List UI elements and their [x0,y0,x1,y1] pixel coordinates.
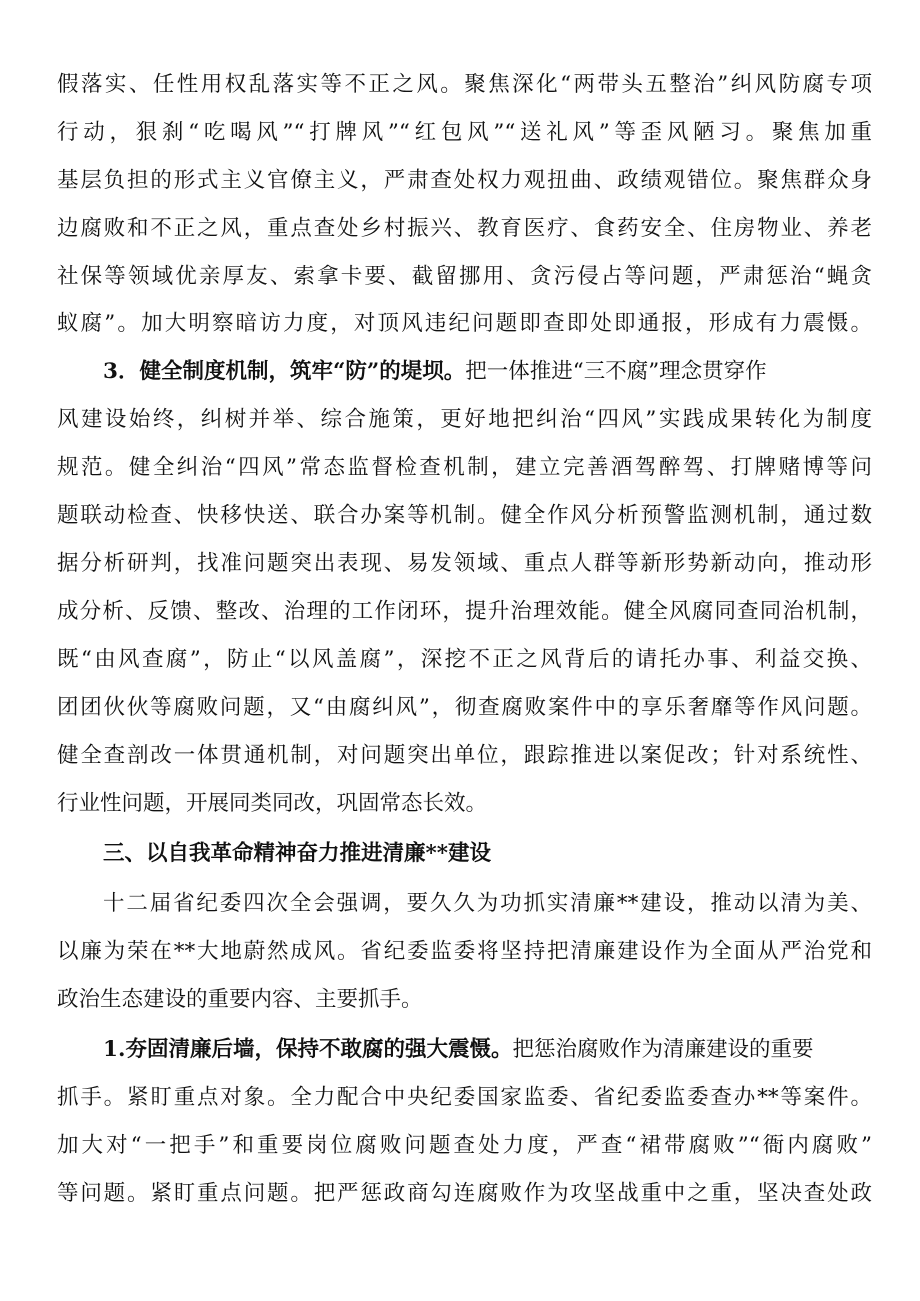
body-text-line: 假落实、任性用权乱落实等不正之风。聚焦深化“两带头五整治”纠风防腐专项 [57,72,872,97]
body-text-line: 既“由风查腐”，防止“以风盖腐”，深挖不正之风背后的请托办事、利益交换、 [57,647,872,672]
body-text-line: 社保等领域优亲厚友、索拿卡要、截留挪用、贪污侵占等问题，严肃惩治“蝇贪 [57,264,872,289]
paragraph-heading: 3．健全制度机制，筑牢“防”的堤坝。 [103,359,466,384]
body-text-line: 边腐败和不正之风，重点查处乡村振兴、教育医疗、食药安全、住房物业、养老 [57,216,872,241]
section-heading: 三、以自我革命精神奋力推进清廉**建设 [103,841,491,866]
body-text-line: 风建设始终，纠树并举、综合施策，更好地把纠治“四风”实践成果转化为制度 [57,407,872,432]
body-text-line: 等问题。紧盯重点问题。把严惩政商勾连腐败作为攻坚战重中之重，坚决查处政 [57,1181,872,1206]
body-text-line: 加大对“一把手”和重要岗位腐败问题查处力度，严查“裙带腐败”“衙内腐败” [57,1133,872,1158]
body-text-line: 蚁腐”。加大明察暗访力度，对顶风违纪问题即查即处即通报，形成有力震慑。 [57,311,872,336]
paragraph-heading: 1.夯固清廉后墙，保持不敢腐的强大震慑。 [103,1037,513,1062]
body-text-line: 行业性问题，开展同类同改，巩固常态长效。 [57,791,488,816]
paragraph-text: 把一体推进“三不腐”理念贯穿作 [465,359,767,384]
paragraph-first-line [103,1026,872,1074]
body-text-line: 基层负担的形式主义官僚主义，严肃查处权力观扭曲、政绩观错位。聚焦群众身 [57,168,872,193]
body-text-line: 健全查剖改一体贯通机制，对问题突出单位，跟踪推进以案促改；针对系统性、 [57,743,872,768]
paragraph-first-line: 十二届省纪委四次全会强调，要久久为功抓实清廉**建设，推动以清为美、 [103,891,872,916]
paragraph-first-line [103,348,872,396]
body-text-line: 规范。健全纠治“四风”常态监督检查机制，建立完善酒驾醉驾、打牌赌博等问 [57,455,872,480]
body-text-line: 行动，狠刹“吃喝风”“打牌风”“红包风”“送礼风”等歪风陋习。聚焦加重 [57,120,872,145]
body-text-line: 以廉为荣在**大地蔚然成风。省纪委监委将坚持把清廉建设作为全面从严治党和 [57,939,872,964]
body-text-line: 政治生态建设的重要内容、主要抓手。 [57,987,423,1012]
body-text-line: 据分析研判，找准问题突出表现、易发领域、重点人群等新形势新动向，推动形 [57,551,872,576]
body-text-line: 题联动检查、快移快送、联合办案等机制。健全作风分析预警监测机制，通过数 [57,503,872,528]
body-text-line: 成分析、反馈、整改、治理的工作闭环，提升治理效能。健全风腐同查同治机制， [57,599,872,624]
paragraph-text: 把惩治腐败作为清廉建设的重要 [512,1037,814,1062]
body-text-line: 抓手。紧盯重点对象。全力配合中央纪委国家监委、省纪委监委查办**等案件。 [57,1085,872,1110]
body-text-line: 团团伙伙等腐败问题，又“由腐纠风”，彻查腐败案件中的享乐奢靡等作风问题。 [57,695,872,720]
